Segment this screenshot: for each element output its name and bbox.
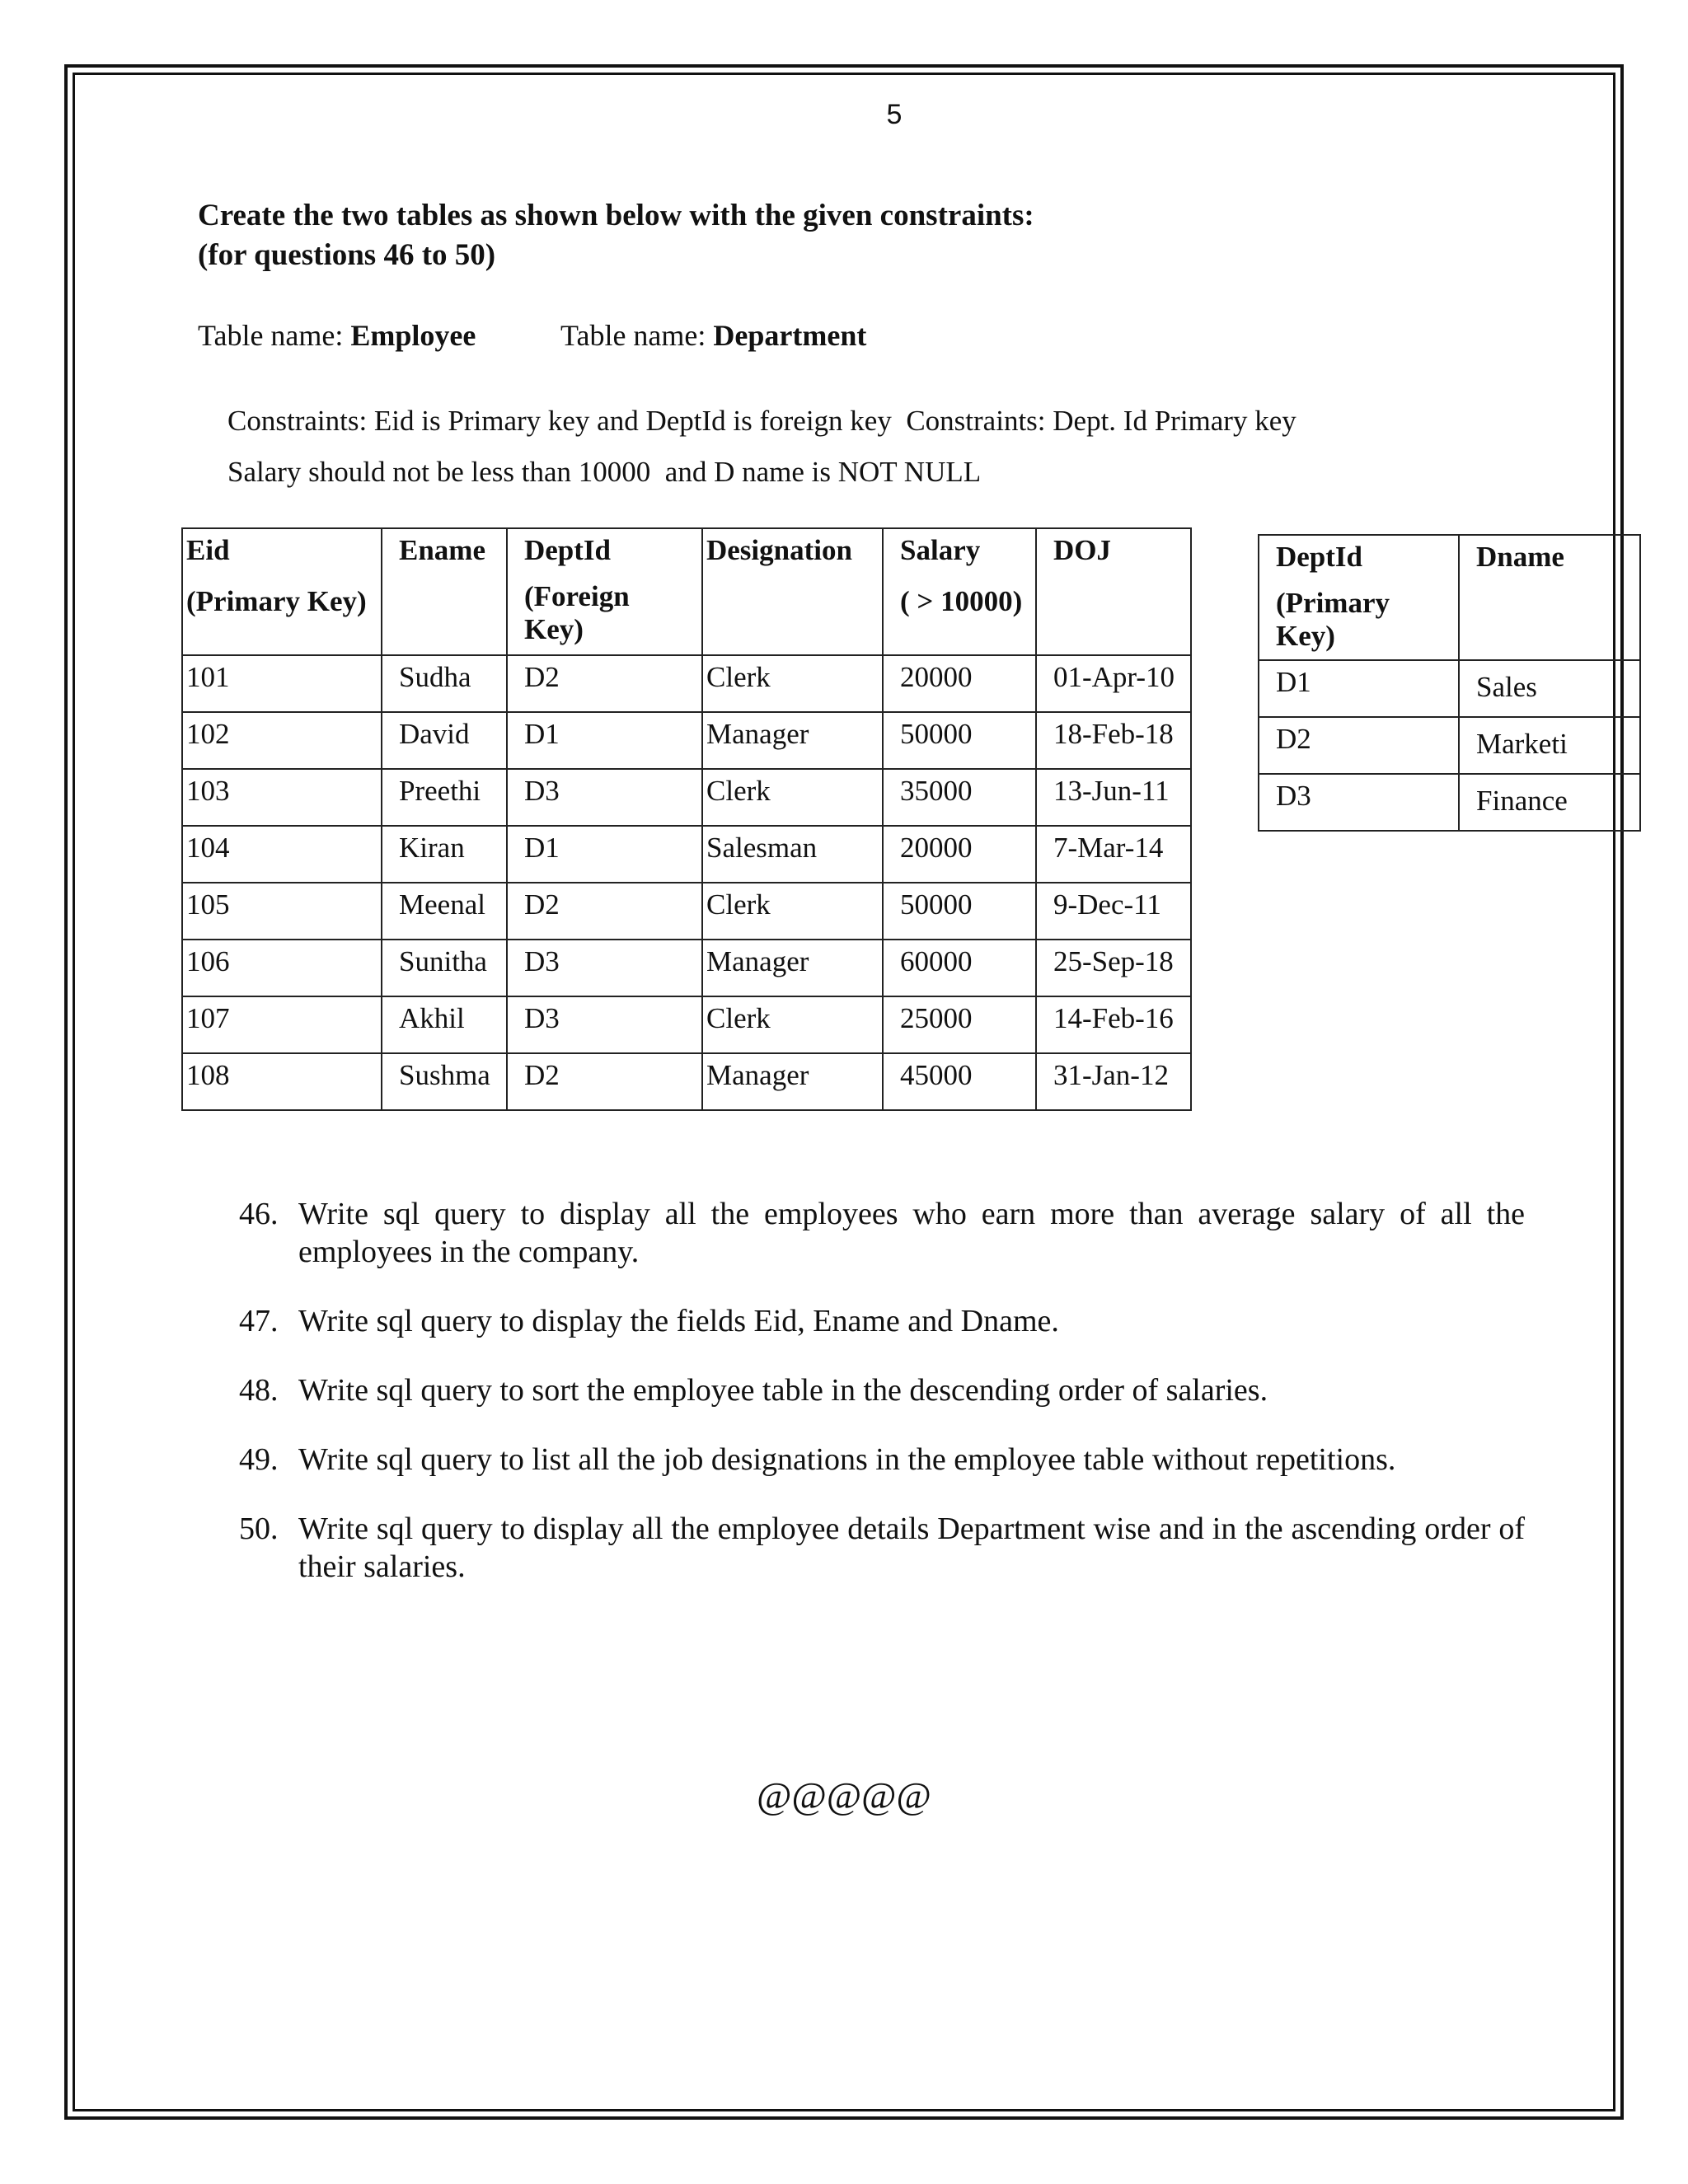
table-row xyxy=(182,712,1191,769)
employee-header-salary xyxy=(883,528,1036,655)
table-cell: 50000 xyxy=(883,883,1036,940)
question-text: Write sql query to display all the employee details Department wise and in the ascending order of their salaries. xyxy=(298,1511,1525,1584)
table-cell: 50000 xyxy=(883,712,1036,769)
question-text: Write sql query to display the fields Eid, Ename and Dname. xyxy=(298,1304,1059,1338)
header-sub: (Primary Key) xyxy=(186,585,367,617)
question-item xyxy=(239,1510,1525,1586)
constraints-line-1 xyxy=(227,396,1296,447)
table-cell: Marketi xyxy=(1459,717,1640,774)
table-cell: Kiran xyxy=(382,826,507,883)
constraints-line-2 xyxy=(227,447,1296,498)
department-table-name xyxy=(560,318,866,353)
employee-table xyxy=(181,527,1192,1111)
header-sub: ( > 10000) xyxy=(900,585,1023,617)
employee-header-eid xyxy=(182,528,382,655)
table-cell: Clerk xyxy=(702,769,883,826)
table-cell: D3 xyxy=(1259,774,1459,831)
table-row xyxy=(182,769,1191,826)
table-cell: Finance xyxy=(1459,774,1640,831)
table-cell: 45000 xyxy=(883,1053,1036,1110)
table-cell: 20000 xyxy=(883,655,1036,712)
table-cell: 9-Dec-11 xyxy=(1036,883,1191,940)
table-cell: D3 xyxy=(507,769,702,826)
table-cell: 104 xyxy=(182,826,382,883)
department-table-header-row xyxy=(1259,535,1640,660)
table-cell: 25-Sep-18 xyxy=(1036,940,1191,996)
question-text: Write sql query to list all the job designations in the employee table without repetitions. xyxy=(298,1442,1396,1477)
question-text: Write sql query to sort the employee table in the descending order of salaries. xyxy=(298,1373,1268,1408)
question-item xyxy=(239,1195,1525,1271)
table-cell: 31-Jan-12 xyxy=(1036,1053,1191,1110)
question-item xyxy=(239,1302,1525,1340)
table-cell: Sudha xyxy=(382,655,507,712)
instructions-line-2: (for questions 46 to 50) xyxy=(198,238,496,272)
table-cell: Akhil xyxy=(382,996,507,1053)
question-item xyxy=(239,1371,1525,1409)
page-number: 5 xyxy=(886,99,903,130)
table-cell: 18-Feb-18 xyxy=(1036,712,1191,769)
table-cell: 7-Mar-14 xyxy=(1036,826,1191,883)
table-cell: D2 xyxy=(1259,717,1459,774)
employee-header-designation xyxy=(702,528,883,655)
department-table-name-value: Department xyxy=(713,319,867,352)
employee-table-header-row xyxy=(182,528,1191,655)
header-label: Ename xyxy=(399,534,485,566)
question-text: Write sql query to display all the employees who earn more than average salary of all the employees in the company. xyxy=(298,1197,1525,1269)
table-cell: D1 xyxy=(507,826,702,883)
table-cell: Sales xyxy=(1459,660,1640,717)
table-cell: 105 xyxy=(182,883,382,940)
question-number: 48. xyxy=(239,1373,279,1408)
table-row xyxy=(182,655,1191,712)
employee-header-doj xyxy=(1036,528,1191,655)
constraints-line-2a: Salary should not be less xyxy=(227,456,515,488)
constraints xyxy=(227,396,1296,498)
table-row xyxy=(182,1053,1191,1110)
department-table xyxy=(1258,534,1641,832)
table-cell: 13-Jun-11 xyxy=(1036,769,1191,826)
table-cell: Manager xyxy=(702,940,883,996)
constraints-line-1a: Constraints: Eid is Primary key and DeptId is xyxy=(227,405,753,437)
table-cell: Clerk xyxy=(702,883,883,940)
header-label: Eid xyxy=(186,534,230,566)
table-cell: 106 xyxy=(182,940,382,996)
question-item xyxy=(239,1441,1525,1479)
table-cell: Clerk xyxy=(702,996,883,1053)
header-sub: (Primary Key) xyxy=(1276,587,1390,652)
header-label: Designation xyxy=(706,534,852,566)
table-cell: Preethi xyxy=(382,769,507,826)
header-label: DeptId xyxy=(1276,541,1363,573)
table-cell: 01-Apr-10 xyxy=(1036,655,1191,712)
question-number: 49. xyxy=(239,1442,279,1477)
table-cell: D2 xyxy=(507,1053,702,1110)
employee-header-ename xyxy=(382,528,507,655)
table-cell: Manager xyxy=(702,1053,883,1110)
table-cell: 60000 xyxy=(883,940,1036,996)
table-cell: 20000 xyxy=(883,826,1036,883)
table-cell: D1 xyxy=(507,712,702,769)
table-cell: 25000 xyxy=(883,996,1036,1053)
table-cell: Sushma xyxy=(382,1053,507,1110)
table-cell: D3 xyxy=(507,996,702,1053)
table-cell: D2 xyxy=(507,883,702,940)
table-cell: D1 xyxy=(1259,660,1459,717)
employee-table-body xyxy=(182,655,1191,1110)
table-row xyxy=(182,826,1191,883)
table-row xyxy=(1259,774,1640,831)
table-cell: 103 xyxy=(182,769,382,826)
instructions-line-1: Create the two tables as shown below with the given constraints: xyxy=(198,199,1034,232)
table-cell: 35000 xyxy=(883,769,1036,826)
table-cell: 102 xyxy=(182,712,382,769)
table-cell: 108 xyxy=(182,1053,382,1110)
table-cell: Clerk xyxy=(702,655,883,712)
employee-table-name-prefix: Table name: xyxy=(198,319,351,352)
header-sub: (Foreign Key) xyxy=(524,580,630,645)
question-number: 47. xyxy=(239,1304,279,1338)
employee-header-deptid xyxy=(507,528,702,655)
employee-table-name xyxy=(198,318,476,353)
department-table-body xyxy=(1259,660,1640,831)
table-row xyxy=(182,940,1191,996)
question-number: 50. xyxy=(239,1511,279,1546)
table-row xyxy=(1259,717,1640,774)
table-cell: D3 xyxy=(507,940,702,996)
header-label: Salary xyxy=(900,534,981,566)
header-label: DOJ xyxy=(1053,534,1111,566)
table-cell: Manager xyxy=(702,712,883,769)
footer-mark: @@@@@ xyxy=(757,1774,931,1816)
constraints-line-1b: foreign key Constraints: Dept. Id Primary key xyxy=(759,405,1296,437)
table-row xyxy=(182,996,1191,1053)
table-cell: 101 xyxy=(182,655,382,712)
department-header-dname xyxy=(1459,535,1640,660)
question-number: 46. xyxy=(239,1197,279,1231)
table-row xyxy=(1259,660,1640,717)
department-table-name-prefix: Table name: xyxy=(560,319,714,352)
table-cell: Salesman xyxy=(702,826,883,883)
department-header-deptid xyxy=(1259,535,1459,660)
table-cell: David xyxy=(382,712,507,769)
table-cell: 107 xyxy=(182,996,382,1053)
employee-table-name-value: Employee xyxy=(350,319,476,352)
table-cell: 14-Feb-16 xyxy=(1036,996,1191,1053)
constraints-line-2b: than 10000 and D name is NOT NULL xyxy=(521,456,982,488)
header-label: DeptId xyxy=(524,534,612,566)
table-cell: Meenal xyxy=(382,883,507,940)
header-label: Dname xyxy=(1476,541,1564,573)
table-row xyxy=(182,883,1191,940)
table-cell: D2 xyxy=(507,655,702,712)
table-cell: Sunitha xyxy=(382,940,507,996)
questions-list xyxy=(239,1195,1525,1617)
instructions xyxy=(198,196,1034,275)
